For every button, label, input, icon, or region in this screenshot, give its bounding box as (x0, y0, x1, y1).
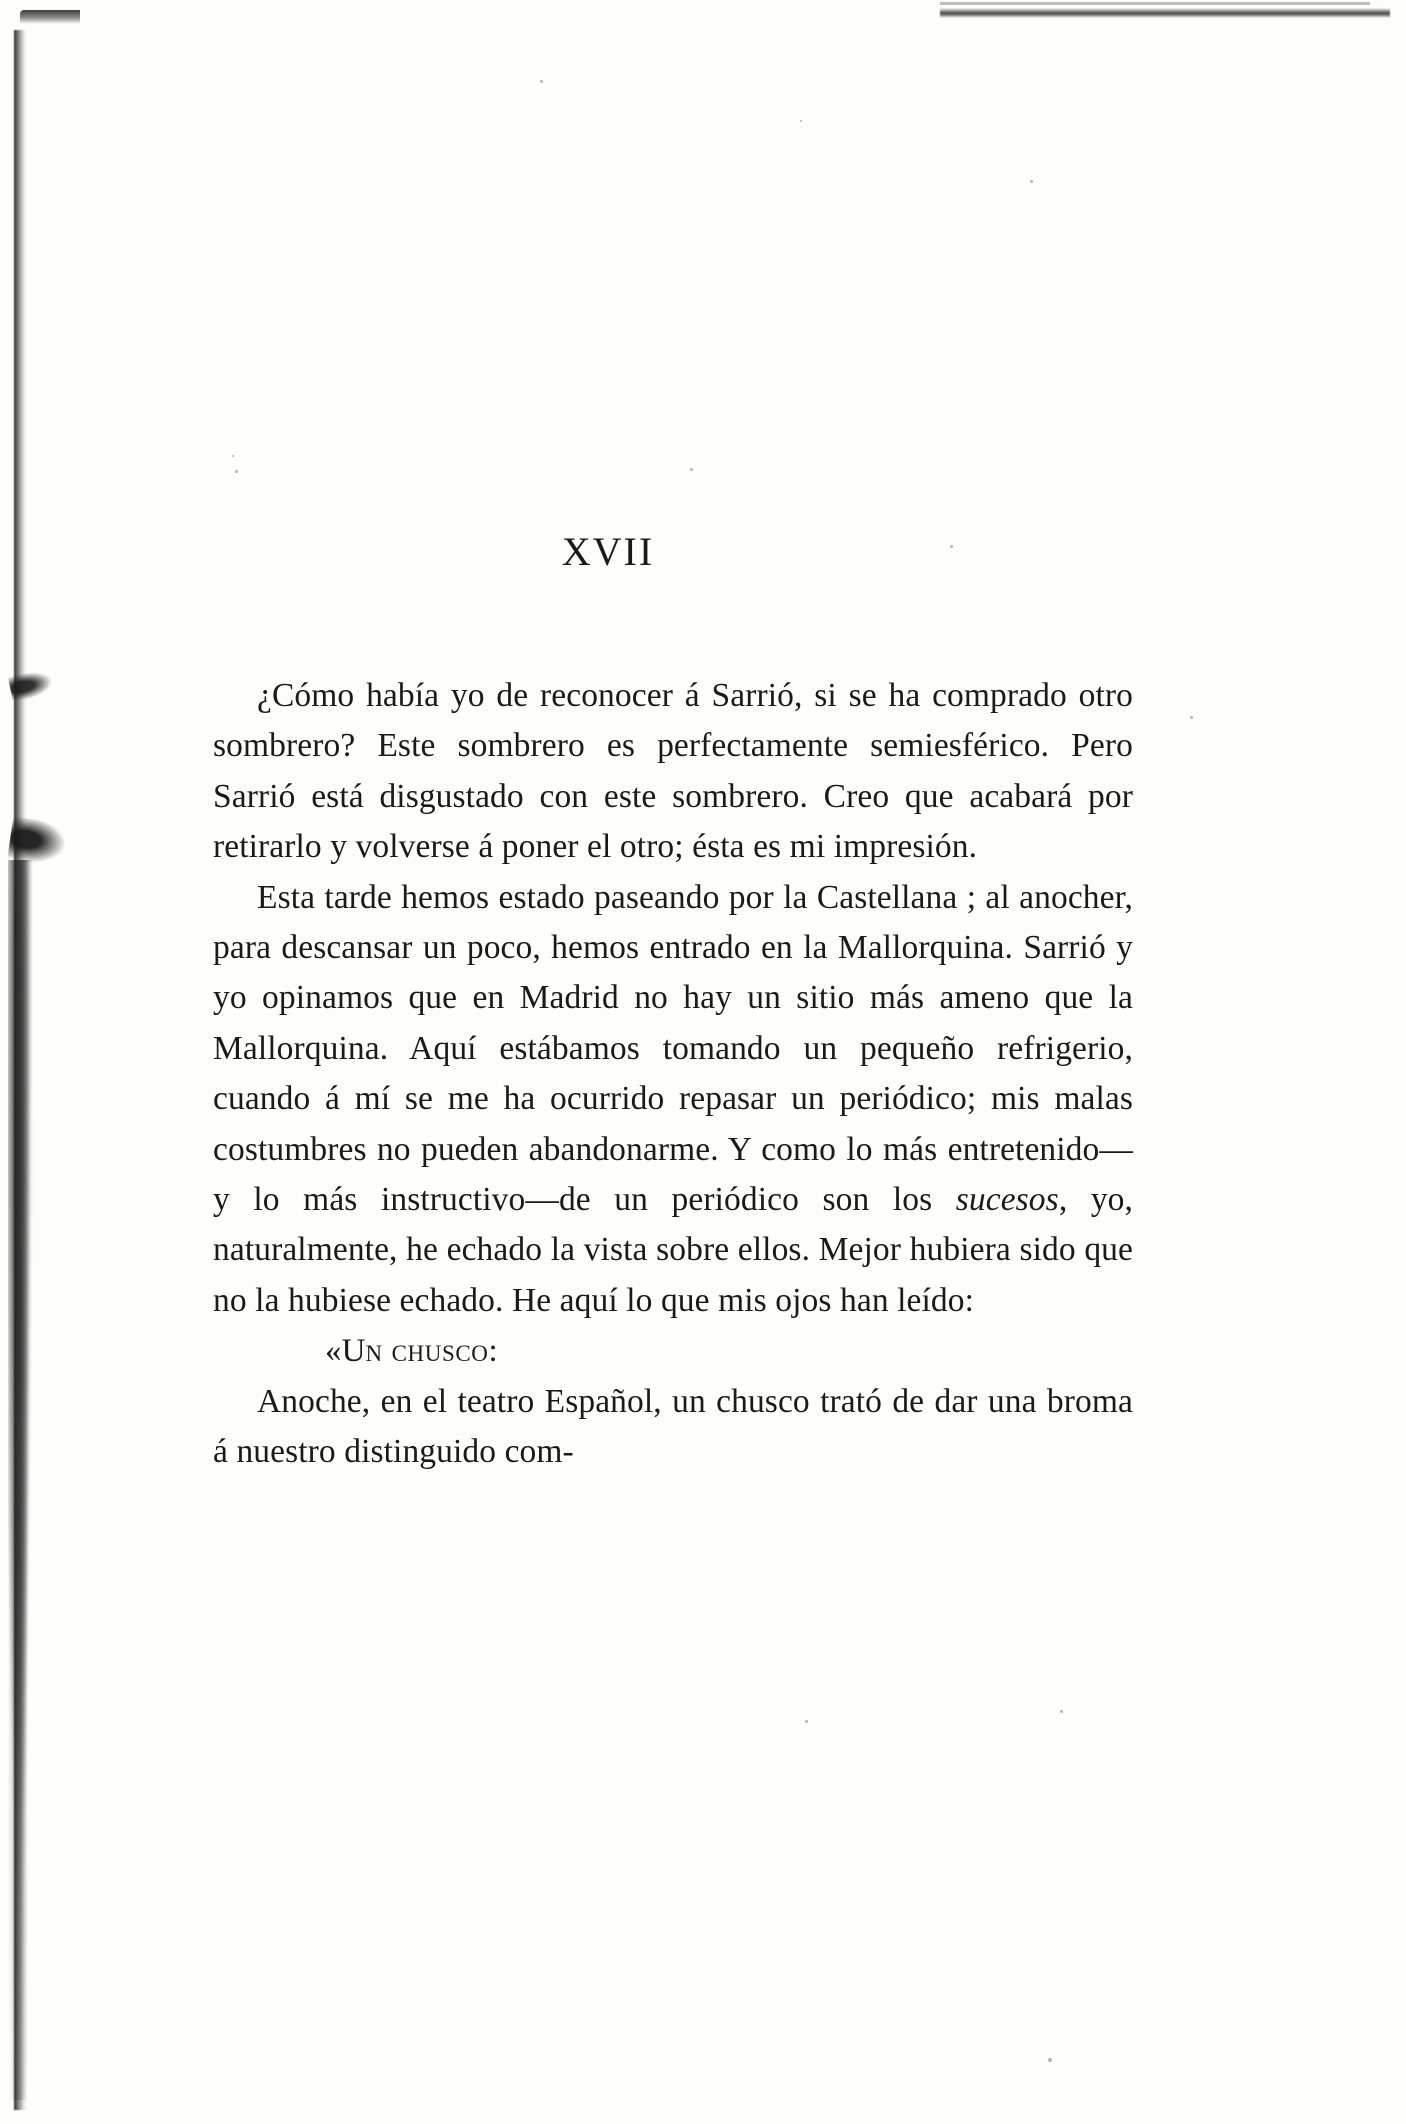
chapter-number: XVII (561, 529, 655, 574)
dust-speck (1048, 2058, 1052, 2062)
quote-heading-colon: : (488, 1333, 498, 1370)
paragraph-2 (213, 873, 1133, 1327)
quote-open-guillemet: « (325, 1333, 342, 1370)
dust-speck (1060, 1710, 1063, 1713)
paragraph-1: ¿Cómo había yo de reconocer á Sarrió, si se ha comprado otro sombrero? Este sombrero es perfectamente semiesférico. Pero Sarrió está disgustado con este sombrero. Creo que acabará por retirarlo y volverse á poner el otro; ésta es mi impresión. (213, 677, 1133, 866)
page-left-speckle-artifact (8, 860, 34, 2100)
news-paragraph: Anoche, en el teatro Español, un chusco trató de dar una broma á nuestro distinguido com- (213, 1382, 1133, 1471)
quote-heading-initial: U (341, 1333, 366, 1370)
paragraph-2-tail: , yo, naturalmente, he echado la vista sobre ellos. Mejor hubiera sido que no la hubiese echado. He aquí lo que mis ojos han leído: (213, 1181, 1133, 1319)
quote-heading-rest: n (365, 1333, 392, 1370)
quote-heading (213, 1326, 1133, 1376)
quote-heading-word: chusco (391, 1333, 489, 1370)
body-text (213, 671, 1133, 1478)
paragraph-2-lead: Esta tarde hemos estado paseando por la Castellana ; al anocher, para descansar un poco, hemos entrado en la Mallorquina. Sarrió y yo opinamos que en Madrid no hay un sitio más ameno que la Mallorquina. Aquí estábamos tomando un pequeño refrigerio, cuando á mí se me ha ocurrido repasar un periódico; mis malas costumbres no pueden abandonarme. Y como lo más entretenido—y lo más instructivo—de un periódico son los (213, 878, 1133, 1219)
page-content (213, 0, 1133, 1478)
dust-speck (805, 1720, 808, 1723)
paragraph-2-italic-word: sucesos (955, 1181, 1059, 1219)
dust-speck (1190, 716, 1193, 719)
page-top-left-corner-artifact (20, 10, 80, 24)
ink-blot-artifact-lower (7, 816, 69, 867)
